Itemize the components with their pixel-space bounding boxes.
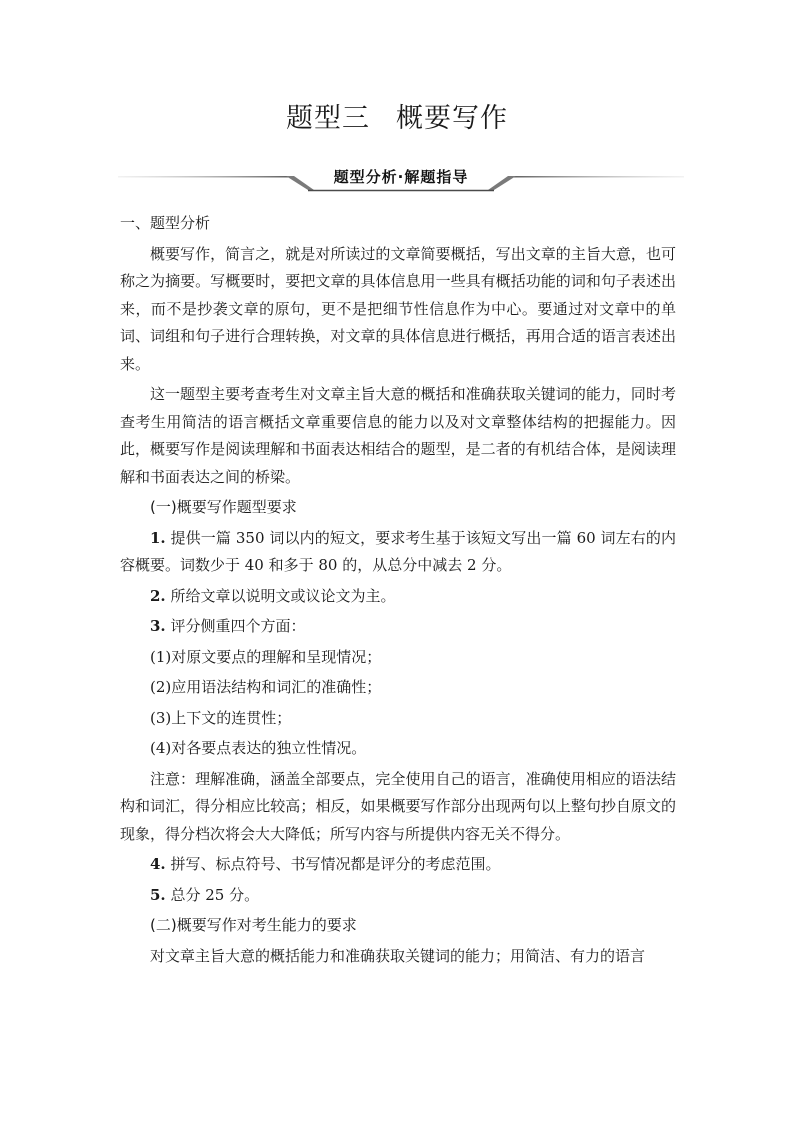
section-banner <box>118 158 684 194</box>
page-title <box>0 96 794 135</box>
paragraph-intro: 概要写作，简言之，就是对所读过的文章简要概括，写出文章的主旨大意，也可称之为摘要。写概要时，要把文章的具体信息用一些具有概括功能的词和句子表述出来，而不是抄袭文章的原句，更不是把细节性信息作为中心。要通过对文章中的单词、词组和句子进行合理转换，对文章的具体信息进行概括，再用合适的语言表述出来。 <box>120 244 676 373</box>
paragraph-focus: 这一题型主要考查考生对文章主旨大意的概括和准确获取关键词的能力，同时考查考生用简洁的语言概括文章重要信息的能力以及对文章整体结构的把握能力。因此，概要写作是阅读理解和书面表达相结合的题型，是二者的有机结合体，是阅读理解和书面表达之间的桥梁。 <box>120 385 676 486</box>
title-part1: 题型三 <box>286 103 370 134</box>
requirement-item: 2. 所给文章以说明文或议论文为主。 <box>150 586 396 605</box>
note-paragraph: 注意：理解准确，涵盖全部要点，完全使用自己的语言，准确使用相应的语法结构和词汇，得分相应比较高；相反，如果概要写作部分出现两句以上整句抄自原文的现象，得分档次将会大大降低；所写内容与所提供内容无关不得分。 <box>120 769 676 843</box>
requirement-item: 4. 拼写、标点符号、书写情况都是评分的考虑范围。 <box>150 855 501 873</box>
subsection-heading-abilities: (二)概要写作对考生能力的要求 <box>150 916 357 934</box>
requirement-item: 3. 评分侧重四个方面： <box>150 617 306 635</box>
criteria-item: (2)应用语法结构和词汇的准确性； <box>150 678 382 696</box>
criteria-item: (4)对各要点表达的独立性情况。 <box>150 739 367 757</box>
document-body <box>120 210 676 973</box>
paragraph-abilities: 对文章主旨大意的概括能力和准确获取关键词的能力；用简洁、有力的语言 <box>150 946 646 965</box>
criteria-item: (3)上下文的连贯性； <box>150 708 292 727</box>
banner-label: 题型分析·解题指导 <box>333 168 469 186</box>
criteria-item: (1)对原文要点的理解和呈现情况； <box>150 647 382 666</box>
title-part2: 概要写作 <box>396 103 508 134</box>
section-heading: 一、题型分析 <box>120 214 211 232</box>
subsection-heading-requirements: (一)概要写作题型要求 <box>150 498 297 516</box>
requirement-item: 1. 提供一篇 350 词以内的短文，要求考生基于该短文写出一篇 60 词左右的内容概要。词数少于 40 和多于 80 的，从总分中减去 2 分。 <box>120 528 676 574</box>
requirement-item: 5. 总分 25 分。 <box>150 885 260 904</box>
